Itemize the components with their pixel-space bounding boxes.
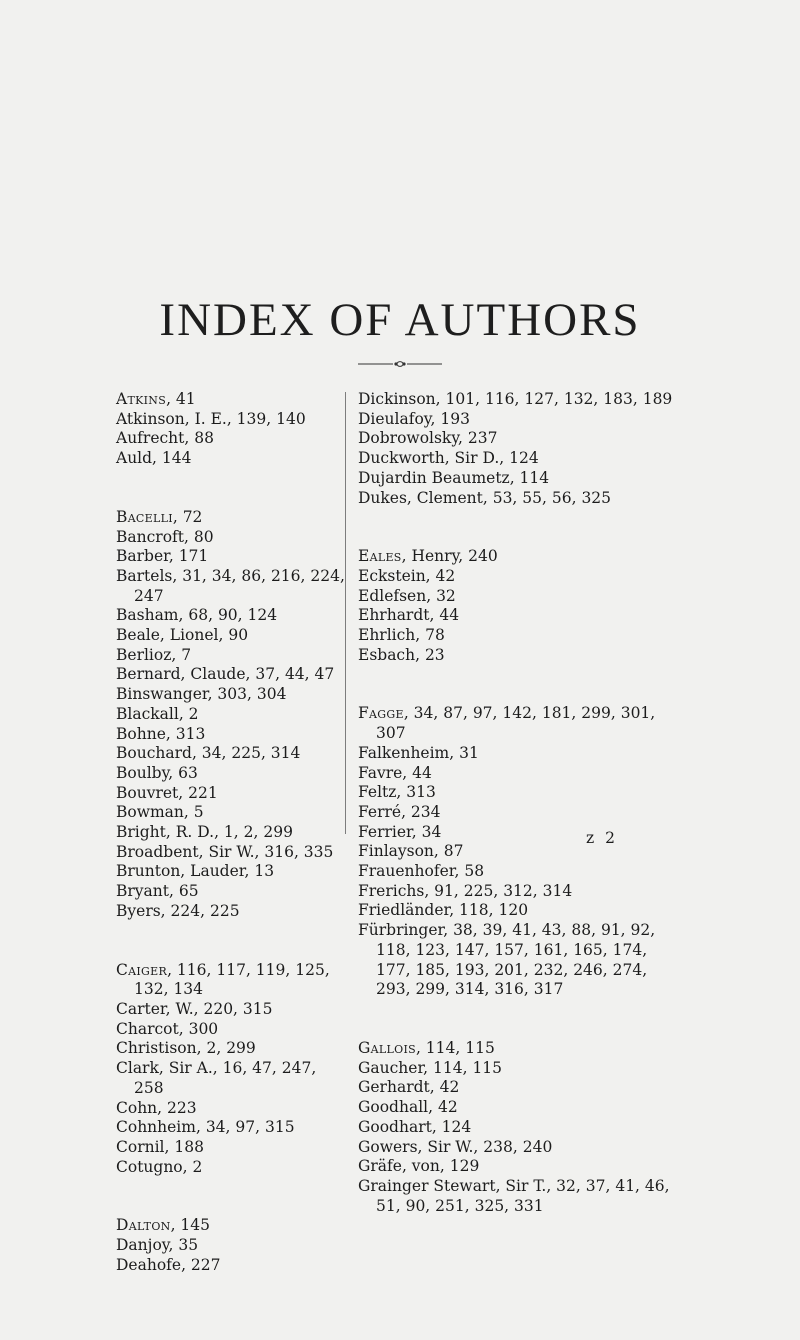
index-entry [116, 390, 346, 410]
index-entry: Grainger Stewart, Sir T., 32, 37, 41, 46, 51, 90, 251, 325, 331 [358, 1176, 670, 1215]
index-entry: Esbach, 23 [358, 645, 445, 664]
index-entry: Bancroft, 80 [116, 527, 214, 546]
index-entry: Bartels, 31, 34, 86, 216, 224, 247 [116, 566, 345, 605]
index-entry: Dukes, Clement, 53, 55, 56, 325 [358, 488, 612, 507]
index-entry: Finlayson, 87 [358, 842, 464, 861]
entry-surname-small-caps: Gallois [358, 1038, 416, 1057]
index-entry [116, 508, 346, 528]
index-entry: Goodhall, 42 [358, 1098, 458, 1117]
index-entry: Berlioz, 7 [116, 645, 192, 664]
index-letter-group [116, 508, 346, 922]
index-entry: Charcot, 300 [116, 1019, 219, 1038]
index-letter-group [116, 390, 346, 469]
index-entry: Byers, 224, 225 [116, 901, 240, 920]
index-entry: Cohnheim, 34, 97, 315 [116, 1118, 295, 1137]
index-entry: Barber, 171 [116, 547, 209, 566]
index-letter-group [358, 1039, 673, 1216]
index-entry [116, 1216, 346, 1236]
entry-pages: , 145 [170, 1216, 211, 1235]
index-left-column [116, 390, 346, 1314]
entry-pages: , 72 [172, 507, 203, 526]
index-letter-group [358, 390, 673, 508]
index-entry: Carter, W., 220, 315 [116, 999, 273, 1018]
index-entry: Blackall, 2 [116, 704, 199, 723]
index-entry: Eckstein, 42 [358, 566, 456, 585]
index-entry [358, 547, 673, 567]
index-entry: Gaucher, 114, 115 [358, 1058, 503, 1077]
entry-surname-small-caps: Dalton [116, 1216, 171, 1235]
index-entry: Bryant, 65 [116, 882, 199, 901]
index-entry: Dickinson, 101, 116, 127, 132, 183, 189 [358, 390, 673, 408]
index-entry: Edlefsen, 32 [358, 586, 456, 605]
index-letter-group [116, 961, 346, 1178]
entry-surname-small-caps: Bacelli [116, 507, 173, 526]
index-entry: Brunton, Lauder, 13 [116, 862, 275, 881]
index-entry: Duckworth, Sir D., 124 [358, 449, 539, 468]
index-entry: Friedländer, 118, 120 [358, 901, 529, 920]
index-entry [358, 1039, 673, 1059]
entry-surname-small-caps: Caiger [116, 960, 168, 979]
index-entry: Bernard, Claude, 37, 44, 47 [116, 665, 335, 684]
index-entry: Christison, 2, 299 [116, 1039, 256, 1058]
index-letter-group [358, 704, 673, 1000]
index-entry: Bowman, 5 [116, 803, 204, 822]
index-entry: Fürbringer, 38, 39, 41, 43, 88, 91, 92, 118, 123, 147, 157, 161, 165, 174, 177, 185, 193, 201, 232, 246, 274, 293, 299, 314, 316, 317 [358, 921, 656, 999]
index-entry: Basham, 68, 90, 124 [116, 606, 278, 625]
index-entry: Binswanger, 303, 304 [116, 685, 287, 704]
index-entry: Gowers, Sir W., 238, 240 [358, 1137, 553, 1156]
index-entry: Broadbent, Sir W., 316, 335 [116, 842, 334, 861]
index-entry: Dobrowolsky, 237 [358, 429, 498, 448]
index-entry: Frauenhofer, 58 [358, 862, 485, 881]
index-entry: Feltz, 313 [358, 783, 436, 802]
index-entry: Gräfe, von, 129 [358, 1157, 480, 1176]
index-entry: Bright, R. D., 1, 2, 299 [116, 823, 293, 842]
entry-pages: , 114, 115 [415, 1038, 495, 1057]
entry-pages: , 34, 87, 97, 142, 181, 299, 301, 307 [376, 704, 656, 743]
ornament-rule [355, 359, 445, 369]
index-entry: Favre, 44 [358, 763, 432, 782]
index-entry: Cohn, 223 [116, 1098, 197, 1117]
index-entry: Cotugno, 2 [116, 1157, 203, 1176]
index-entry: Ferrier, 34 [358, 822, 442, 841]
index-entry: Dieulafoy, 193 [358, 409, 470, 428]
page-title: INDEX OF AUTHORS [159, 294, 641, 346]
entry-pages: , 41 [166, 390, 196, 408]
index-entry: Ferré, 234 [358, 802, 441, 821]
index-entry [116, 961, 346, 1000]
index-entry: Ehrlich, 78 [358, 626, 445, 645]
index-entry: Aufrecht, 88 [116, 429, 214, 448]
index-entry: Boulby, 63 [116, 763, 198, 782]
index-entry: Gerhardt, 42 [358, 1078, 460, 1097]
index-entry: Clark, Sir A., 16, 47, 247, 258 [116, 1059, 317, 1097]
index-entry: Dujardin Beaumetz, 114 [358, 468, 550, 487]
index-entry: Auld, 144 [116, 449, 192, 468]
index-entry: Atkinson, I. E., 139, 140 [116, 409, 306, 428]
index-entry: Frerichs, 91, 225, 312, 314 [358, 881, 573, 900]
index-entry: Goodhart, 124 [358, 1117, 472, 1136]
index-letter-group [116, 1216, 346, 1275]
entry-pages: , 116, 117, 119, 125, 132, 134 [134, 960, 330, 999]
page-signature: z 2 [586, 829, 618, 847]
index-entry: Cornil, 188 [116, 1137, 204, 1156]
index-letter-group [358, 547, 673, 665]
entry-surname-small-caps: Atkins [116, 390, 167, 408]
column-divider [345, 392, 346, 834]
index-entry: Danjoy, 35 [116, 1236, 199, 1255]
index-right-column [358, 390, 673, 1255]
index-entry: Bouchard, 34, 225, 314 [116, 744, 301, 763]
entry-surname-small-caps: Fagge [358, 704, 404, 723]
index-entry [358, 704, 673, 743]
index-entry: Ehrhardt, 44 [358, 606, 460, 625]
entry-pages: , Henry, 240 [401, 547, 498, 566]
index-entry: Bohne, 313 [116, 724, 206, 743]
index-entry: Bouvret, 221 [116, 783, 218, 802]
entry-surname-small-caps: Eales [358, 547, 402, 566]
index-entry: Beale, Lionel, 90 [116, 626, 249, 645]
index-entry: Deahofe, 227 [116, 1255, 221, 1274]
index-entry: Falkenheim, 31 [358, 743, 479, 762]
